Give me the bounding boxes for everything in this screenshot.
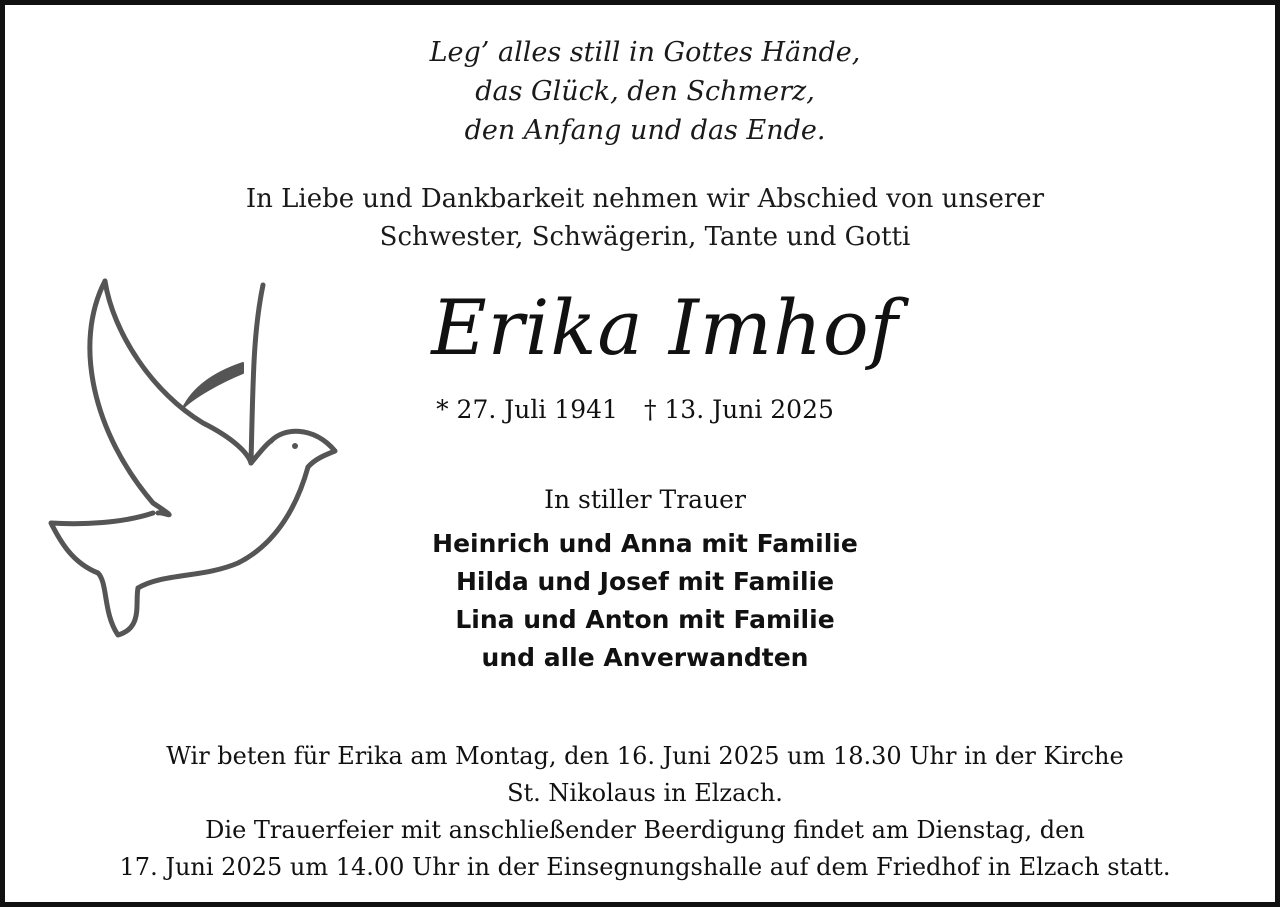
poem	[5, 33, 1280, 150]
notice-line-4: 17. Juni 2025 um 14.00 Uhr in der Einsegnungshalle auf dem Friedhof in Elzach statt.	[119, 853, 1171, 881]
life-dates	[335, 392, 935, 428]
birth-date: * 27. Juli 1941	[436, 395, 618, 424]
intro-line-1: In Liebe und Dankbarkeit nehmen wir Abschied von unserer	[245, 184, 1045, 214]
death-date: † 13. Juni 2025	[643, 395, 834, 424]
notice-line-1: Wir beten für Erika am Montag, den 16. Juni 2025 um 18.30 Uhr in der Kirche	[166, 742, 1124, 770]
mourner-line: Hilda und Josef mit Familie	[455, 567, 835, 596]
poem-line-3: den Anfang und das Ende.	[464, 115, 826, 146]
farewell-intro	[5, 180, 1280, 256]
notice-line-2: St. Nikolaus in Elzach.	[507, 779, 783, 807]
intro-line-2: Schwester, Schwägerin, Tante und Gotti	[379, 222, 911, 252]
mourner-line: Lina und Anton mit Familie	[455, 605, 835, 634]
dove-icon	[43, 273, 353, 653]
deceased-name: Erika Imhof	[431, 283, 899, 372]
service-notice	[5, 738, 1280, 886]
poem-line-1: Leg’ alles still in Gottes Hände,	[429, 37, 861, 68]
poem-line-2: das Glück, den Schmerz,	[475, 76, 815, 107]
mourners-list	[335, 525, 955, 677]
notice-line-3: Die Trauerfeier mit anschließender Beerdigung findet am Dienstag, den	[205, 816, 1085, 844]
mourner-line: Heinrich und Anna mit Familie	[432, 529, 858, 558]
mourning-heading: In stiller Trauer	[544, 485, 746, 514]
mourner-line: und alle Anverwandten	[481, 643, 809, 672]
